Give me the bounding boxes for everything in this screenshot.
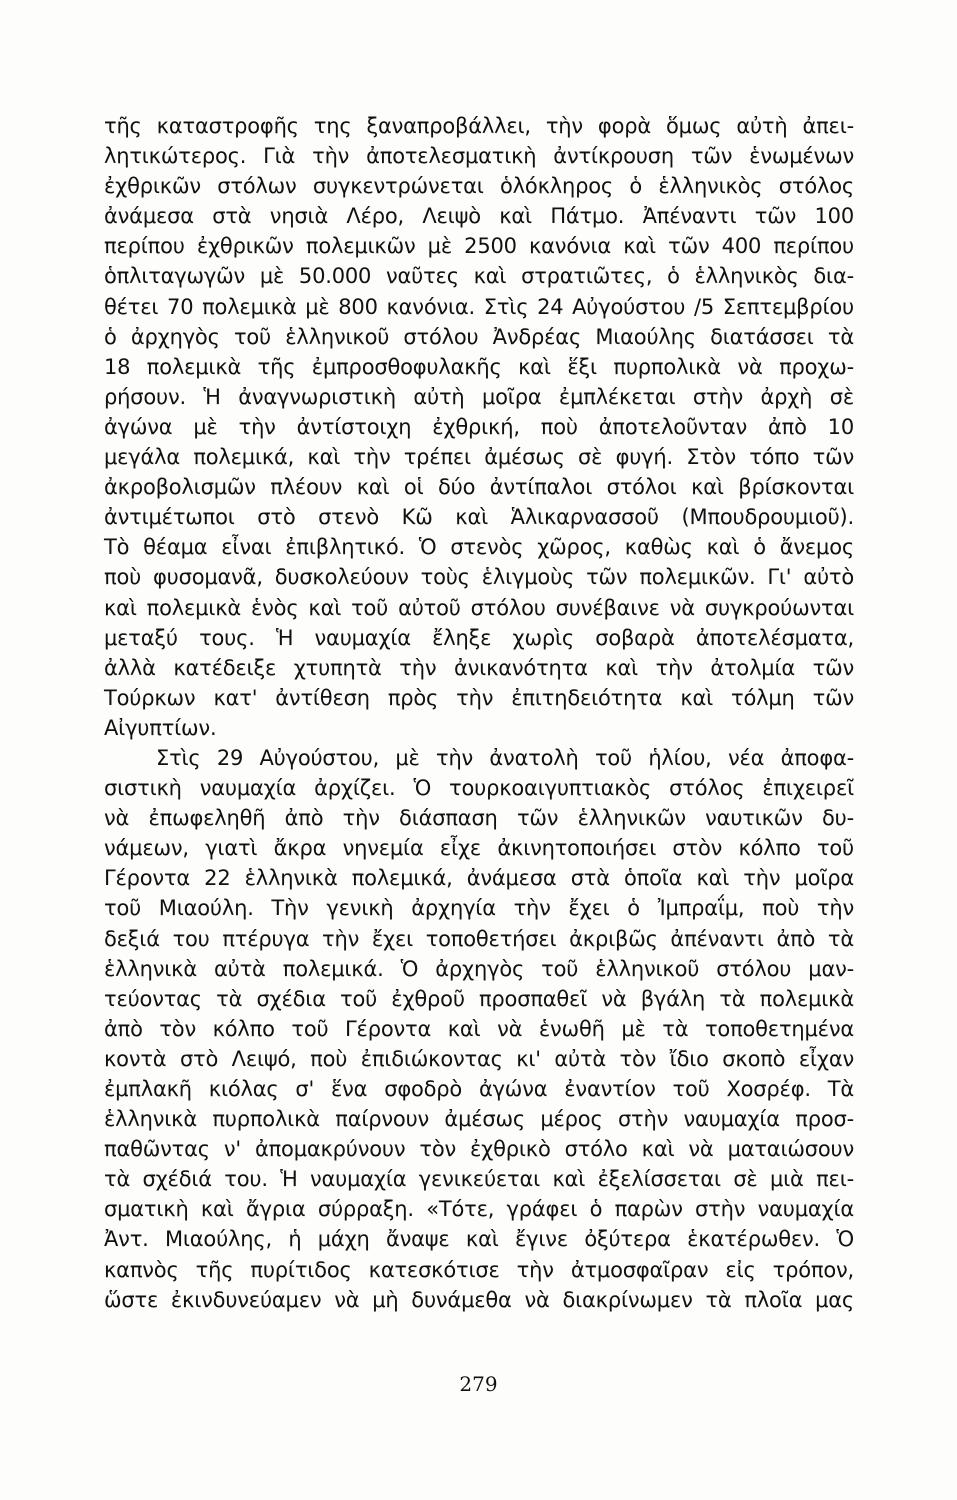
paragraph-2 xyxy=(104,743,854,1315)
page-number: 279 xyxy=(459,1372,498,1396)
text-line: ἀγώνα μὲ τὴν ἀντίστοιχη ἐχθρική, ποὺ ἀποτελοῦνταν ἀπὸ 10 xyxy=(104,414,854,439)
text-line: Στὶς 29 Αὐγούστου, μὲ τὴν ἀνατολὴ τοῦ ἡλίου, νέα ἀποφα- xyxy=(156,745,854,770)
text-line: Αἰγυπτίων. xyxy=(104,715,217,740)
text-line: παθῶντας ν' ἀπομακρύνουν τὸν ἐχθρικὸ στόλο καὶ νὰ ματαιώσουν xyxy=(104,1137,854,1162)
text-line: 18 πολεμικὰ τῆς ἐμπροσθοφυλακῆς καὶ ἕξι πυρπολικὰ νὰ προχω- xyxy=(104,354,854,379)
text-line: Ἀντ. Μιαούλης, ἡ μάχη ἄναψε καὶ ἔγινε ὀξύτερα ἑκατέρωθεν. Ὁ xyxy=(104,1227,854,1252)
text-line: καὶ πολεμικὰ ἑνὸς καὶ τοῦ αὐτοῦ στόλου συνέβαινε νὰ συγκρούωνται xyxy=(104,595,854,620)
text-line: ὁ ἀρχηγὸς τοῦ ἑλληνικοῦ στόλου Ἀνδρέας Μιαούλης διατάσσει τὰ xyxy=(104,324,854,349)
text-line: σιστικὴ ναυμαχία ἀρχίζει. Ὁ τουρκοαιγυπτιακὸς στόλος ἐπιχειρεῖ xyxy=(104,776,854,801)
text-line: ὥστε ἐκινδυνεύαμεν νὰ μὴ δυνάμεθα νὰ διακρίνωμεν τὰ πλοῖα μας xyxy=(104,1287,854,1312)
text-line: λητικώτερος. Γιὰ τὴν ἀποτελεσματικὴ ἀντίκρουση τῶν ἑνωμένων xyxy=(104,144,854,169)
text-line: τεύοντας τὰ σχέδια τοῦ ἐχθροῦ προσπαθεῖ νὰ βγάλη τὰ πολεμικὰ xyxy=(104,986,854,1011)
text-line: Τὸ θέαμα εἶναι ἐπιβλητικό. Ὁ στενὸς χῶρος, καθὼς καὶ ὁ ἄνεμος xyxy=(104,535,854,560)
text-line: ἀντιμέτωποι στὸ στενὸ Κῶ καὶ Ἁλικαρνασσοῦ (Μπουδρουμιοῦ). xyxy=(104,505,854,530)
text-line: Τούρκων κατ' ἀντίθεση πρὸς τὴν ἐπιτηδειότητα καὶ τόλμη τῶν xyxy=(104,685,854,710)
text-line: ποὺ φυσομανᾶ, δυσκολεύουν τοὺς ἑλιγμοὺς τῶν πολεμικῶν. Γι' αὐτὸ xyxy=(104,565,854,590)
text-line: ἀκροβολισμῶν πλέουν καὶ οἱ δύο ἀντίπαλοι στόλοι καὶ βρίσκονται xyxy=(104,475,854,500)
text-line: ἀνάμεσα στὰ νησιὰ Λέρο, Λειψὸ καὶ Πάτμο. Ἀπέναντι τῶν 100 xyxy=(104,204,854,229)
text-line: ρήσουν. Ἡ ἀναγνωριστικὴ αὐτὴ μοῖρα ἐμπλέκεται στὴν ἀρχὴ σὲ xyxy=(104,384,854,409)
text-line: δεξιά του πτέρυγα τὴν ἔχει τοποθετήσει ἀκριβῶς ἀπέναντι ἀπὸ τὰ xyxy=(104,926,854,951)
text-line: καπνὸς τῆς πυρίτιδος κατεσκότισε τὴν ἀτμοσφαῖραν εἰς τρόπον, xyxy=(104,1257,854,1282)
text-line: τοῦ Μιαούλη. Τὴν γενικὴ ἀρχηγία τὴν ἔχει ὁ Ἰμπραΐμ, ποὺ τὴν xyxy=(104,896,854,921)
paragraph-1 xyxy=(104,111,854,743)
text-line: μεγάλα πολεμικά, καὶ τὴν τρέπει ἀμέσως σὲ φυγή. Στὸν τόπο τῶν xyxy=(104,445,854,470)
text-line: ἑλληνικὰ αὐτὰ πολεμικά. Ὁ ἀρχηγὸς τοῦ ἑλληνικοῦ στόλου μαν- xyxy=(104,956,854,981)
text-line: σματικὴ καὶ ἄγρια σύρραξη. «Τότε, γράφει ὁ παρὼν στὴν ναυμαχία xyxy=(104,1197,854,1222)
text-line: νὰ ἐπωφεληθῆ ἀπὸ τὴν διάσπαση τῶν ἑλληνικῶν ναυτικῶν δυ- xyxy=(104,806,854,831)
text-line: περίπου ἐχθρικῶν πολεμικῶν μὲ 2500 κανόνια καὶ τῶν 400 περίπου xyxy=(104,234,854,259)
text-line: Γέροντα 22 ἑλληνικὰ πολεμικά, ἀνάμεσα στὰ ὁποῖα καὶ τὴν μοῖρα xyxy=(104,866,854,891)
text-line: ἐμπλακῆ κιόλας σ' ἕνα σφοδρὸ ἀγώνα ἐναντίον τοῦ Χοσρέφ. Τὰ xyxy=(104,1077,854,1101)
text-line: κοντὰ στὸ Λειψό, ποὺ ἐπιδιώκοντας κι' αὐτὰ τὸν ἴδιο σκοπὸ εἶχαν xyxy=(104,1046,854,1071)
text-line: ἐχθρικῶν στόλων συγκεντρώνεται ὁλόκληρος ὁ ἑλληνικὸς στόλος xyxy=(104,174,854,199)
text-line: μεταξύ τους. Ἡ ναυμαχία ἔληξε χωρὶς σοβαρὰ ἀποτελέσματα, xyxy=(104,625,854,650)
text-line: ἀλλὰ κατέδειξε χτυπητὰ τὴν ἀνικανότητα καὶ τὴν ἀτολμία τῶν xyxy=(104,655,854,680)
body-text xyxy=(104,111,854,1315)
text-line: ὁπλιταγωγῶν μὲ 50.000 ναῦτες καὶ στρατιῶτες, ὁ ἑλληνικὸς δια- xyxy=(104,264,854,289)
text-line: τῆς καταστροφῆς της ξαναπροβάλλει, τὴν φορὰ ὅμως αὐτὴ ἀπει- xyxy=(104,114,854,138)
text-line: ἑλληνικὰ πυρπολικὰ παίρνουν ἀμέσως μέρος στὴν ναυμαχία προσ- xyxy=(104,1107,854,1132)
text-line: νάμεων, γιατὶ ἄκρα νηνεμία εἶχε ἀκινητοποιήσει στὸν κόλπο τοῦ xyxy=(104,836,854,861)
text-line: θέτει 70 πολεμικὰ μὲ 800 κανόνια. Στὶς 24 Αὐγούστου /5 Σεπτεμβρίου xyxy=(104,294,854,319)
text-line: ἀπὸ τὸν κόλπο τοῦ Γέροντα καὶ νὰ ἑνωθῆ μὲ τὰ τοποθετημένα xyxy=(104,1016,854,1041)
text-line: τὰ σχέδιά του. Ἡ ναυμαχία γενικεύεται καὶ ἐξελίσσεται σὲ μιὰ πει- xyxy=(104,1167,854,1192)
